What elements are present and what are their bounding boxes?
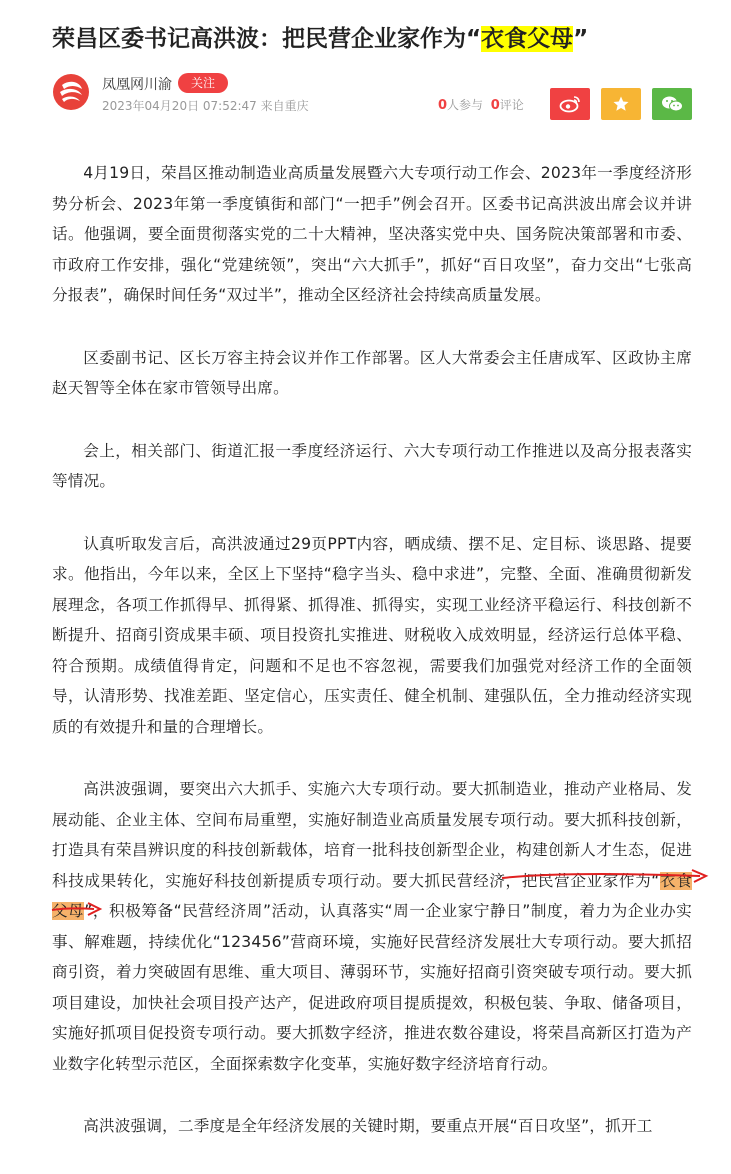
- weibo-icon: [559, 95, 581, 113]
- paragraph-3: 会上，相关部门、街道汇报一季度经济运行、六大专项行动工作推进以及高分报表落实等情况。: [52, 441, 692, 490]
- comments-link[interactable]: 评论: [499, 98, 524, 112]
- paragraph-2: 区委副书记、区长万容主持会议并作工作部署。区人大常委会主任唐成军、区政协主席赵天智等全体在家市管领导出席。: [52, 348, 692, 397]
- author-avatar[interactable]: [52, 73, 90, 111]
- publish-meta: [102, 97, 309, 114]
- wechat-icon: [661, 95, 683, 113]
- title-main: 荣昌区委书记高洪波：把民营企业家作为“: [52, 26, 482, 52]
- favorite-button[interactable]: [601, 88, 641, 120]
- follow-button[interactable]: 关注: [178, 73, 228, 93]
- paragraph-5-highlight: 衣食父母: [52, 871, 692, 920]
- paragraph-4: 认真听取发言后，高洪波通过29页PPT内容，晒成绩、摆不足、定目标、谈思路、提要求。他指出，今年以来，全区上下坚持“稳字当头、稳中求进”，完整、全面、准确贯彻新发展理念，各项工作抓得早、抓得紧、抓得准、抓得实，实现工业经济平稳运行、科技创新不断提升、招商引资成果丰硕、项目投资扎实推进、财税收入成效明显，经济运行总体平稳、符合预期。成绩值得肯定，问题和不足也不容忽视，需要我们加强党对经济工作的全面领导，认清形势、找准差距、坚定信心，压实责任、健全机制、建强队伍，全力推动经济实现质的有效提升和量的合理增长。: [52, 534, 692, 736]
- share-weibo-button[interactable]: [550, 88, 590, 120]
- publish-source: 来自重庆: [260, 99, 309, 113]
- share-wechat-button[interactable]: [652, 88, 692, 120]
- publish-date: 2023年04月20日 07:52:47: [102, 99, 257, 113]
- author-name[interactable]: 凤凰网川渝: [102, 77, 172, 93]
- title-highlight: 衣食父母: [481, 26, 574, 52]
- paragraph-5-part-b: ”，积极筹备“民营经济周”活动，认真落实“周一企业家宁静日”制度，着力为企业办实事、解难题，持续优化“123456”营商环境，实施好民营经济发展壮大专项行动。要大抓招商引资，着力突破固有思维、重大项目、薄弱环节，实施好招商引资突破专项行动。要大抓项目建设，加快社会项目投产达产，促进政府项目提质提效，积极包装、争取、储备项目，实施好抓项目促投资专项行动。要大抓数字经济，推进农数谷建设，将荣昌高新区打造为产业数字化转型示范区，全面探索数字化变革，实施好数字经济培育行动。: [52, 902, 692, 1073]
- participants-count: 0: [438, 98, 448, 113]
- phoenix-logo-icon: [52, 73, 90, 111]
- paragraph-5-part-a: 高洪波强调，要突出六大抓手、实施六大专项行动。要大抓制造业，推动产业格局、发展动能、企业主体、空间布局重塑，实施好制造业高质量发展专项行动。要大抓科技创新，打造具有荣昌辨识度的科技创新载体，培育一批科技创新型企业，构建创新人才生态，促进科技成果转化，实施好科技创新提质专项行动。要大抓民营经济，把民营企业家作为“: [52, 780, 692, 890]
- participants-label: 人参与: [447, 98, 484, 112]
- article-stats: [438, 96, 524, 113]
- article-body: [52, 158, 692, 1174]
- paragraph-1: 4月19日，荣昌区推动制造业高质量发展暨六大专项行动工作会、2023年一季度经济形势分析会、2023年第一季度镇街和部门“一把手”例会召开。区委书记高洪波出席会议并讲话。他强调，要全面贯彻落实党的二十大精神，坚决落实党中央、国务院决策部署和市委、市政府工作安排，强化“党建统领”，突出“六大抓手”，抓好“百日攻坚”，奋力交出“七张高分报表”，确保时间任务“双过半”，推动全区经济社会持续高质量发展。: [52, 164, 692, 304]
- paragraph-6: 高洪波强调，二季度是全年经济发展的关键时期，要重点开展“百日攻坚”，抓开工: [83, 1117, 653, 1135]
- comments-count: 0: [490, 98, 500, 113]
- article-title: [52, 22, 712, 56]
- star-icon: [612, 95, 630, 113]
- title-end: ”: [573, 26, 589, 52]
- paragraph-5: [52, 774, 692, 1079]
